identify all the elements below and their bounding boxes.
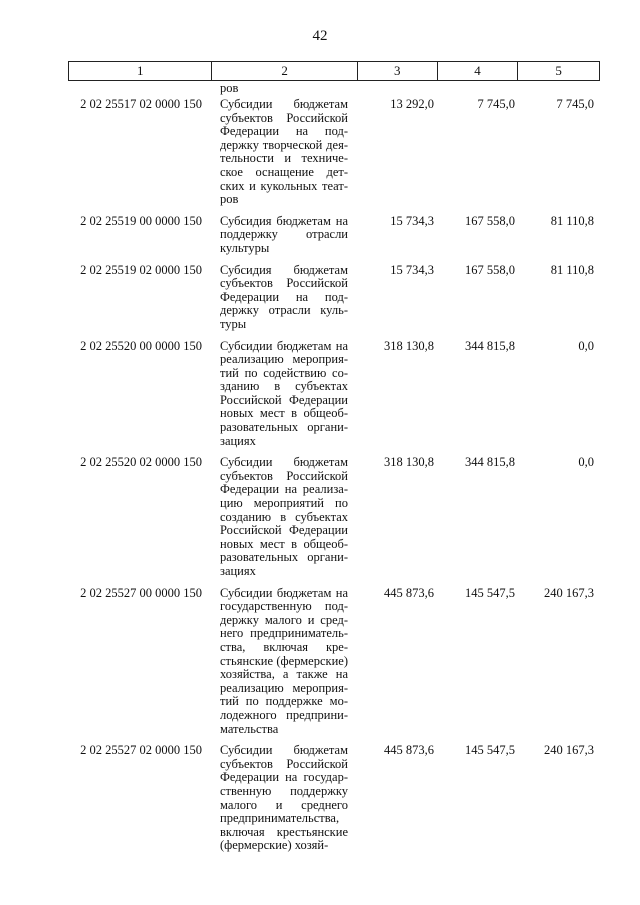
row-name-line: цию мероприятий по <box>220 496 348 511</box>
row-code: 2 02 25517 02 0000 150 <box>80 97 202 111</box>
row-name-line: ров <box>220 192 239 207</box>
header-col-3: 3 <box>358 62 438 80</box>
row-name <box>212 587 348 737</box>
row-name-line: держку отрасли куль- <box>220 303 348 318</box>
row-name-line: субъектов Российской <box>220 110 348 125</box>
row-name-line: мательства <box>220 721 279 736</box>
row-value-v2: 145 547,5 <box>465 743 515 758</box>
row-name-line: Субсидии бюджетам на <box>220 338 348 353</box>
row-name-line: стьянские (фермерские) <box>220 653 348 668</box>
row-value-v2: 344 815,8 <box>465 338 515 353</box>
row-value-v1: 318 130,8 <box>384 338 434 353</box>
row-name-line: (фермерские) хозяй- <box>220 838 329 853</box>
row-name-line: Субсидии бюджетам на <box>220 585 348 600</box>
row-name-line: Субсидия бюджетам на <box>220 213 348 228</box>
row-name <box>212 744 348 853</box>
row-value-v3: 0,0 <box>578 455 594 470</box>
row-name-line: ства, включая кре- <box>220 639 348 654</box>
row-name-line: малого и среднего <box>220 797 348 812</box>
row-name-line: Субсидии бюджетам <box>220 455 348 470</box>
row-name-line: новых мест в общеоб- <box>220 536 348 551</box>
row-value-v1: 445 873,6 <box>384 743 434 758</box>
row-name-line: Федерации на реализа- <box>220 482 348 497</box>
header-col-4: 4 <box>438 62 519 80</box>
row-name-line: предпринимательства, <box>220 811 340 826</box>
table-row <box>68 98 600 207</box>
row-name-line: тельности и техниче- <box>220 151 348 166</box>
row-name-line: него предприниматель- <box>220 626 348 641</box>
row-value-v2: 145 547,5 <box>465 585 515 600</box>
row-name-line: включая крестьянские <box>220 824 348 839</box>
row-value-v3: 240 167,3 <box>544 585 594 600</box>
row-name-line: зациях <box>220 564 256 578</box>
row-name <box>212 264 348 332</box>
row-name-line: хозяйства, а также на <box>220 667 348 682</box>
row-name-line: государственную под- <box>220 599 348 614</box>
table-row <box>68 215 600 256</box>
table-row <box>68 456 600 578</box>
row-name-line: разовательных органи- <box>220 420 348 435</box>
row-name-line: держку малого и сред- <box>220 612 348 627</box>
row-code: 2 02 25527 00 0000 150 <box>80 585 202 600</box>
row-name-line: Федерации на государ- <box>220 770 348 785</box>
row-value-v1: 318 130,8 <box>384 455 434 470</box>
row-value-v2: 344 815,8 <box>465 455 515 470</box>
row-code: 2 02 25520 02 0000 150 <box>80 455 202 470</box>
header-col-5: 5 <box>555 63 562 78</box>
page-number: 42 <box>312 28 328 44</box>
table-row <box>68 340 600 449</box>
row-value-v3: 81 110,8 <box>550 262 594 277</box>
row-value-v3: 7 745,0 <box>556 97 594 111</box>
row-code: 2 02 25519 02 0000 150 <box>80 262 202 277</box>
row-name <box>212 98 348 207</box>
row-name <box>212 456 348 578</box>
row-name-line: созданию в субъектах <box>220 509 348 524</box>
row-value-v3: 240 167,3 <box>544 743 594 758</box>
row-name <box>212 340 348 449</box>
row-name-line: Субсидии бюджетам <box>220 97 348 111</box>
row-name-line: субъектов Российской <box>220 276 348 291</box>
row-name-line: Федерации на под- <box>220 124 348 139</box>
row-name-line: ственную поддержку <box>220 783 348 798</box>
row-code: 2 02 25527 02 0000 150 <box>80 743 202 758</box>
row-name-line: реализацию мероприя- <box>220 352 348 367</box>
carryover-text: ров <box>220 81 239 95</box>
row-name-line: новых мест в общеоб- <box>220 406 348 421</box>
row-value-v1: 15 734,3 <box>390 262 434 277</box>
row-name-line: лодежного предприни- <box>220 707 348 722</box>
row-name-line: туры <box>220 316 247 331</box>
row-name-line: ских и кукольных теат- <box>220 178 348 193</box>
row-name-line: субъектов Российской <box>220 468 348 483</box>
table-header <box>68 61 600 81</box>
row-name-line: поддержку отрасли <box>220 227 348 242</box>
row-value-v1: 15 734,3 <box>390 213 434 228</box>
row-name-line: зданию в субъектах <box>220 379 348 394</box>
row-value-v2: 167 558,0 <box>465 213 515 228</box>
row-code: 2 02 25520 00 0000 150 <box>80 338 202 353</box>
row-name-line: Федерации на под- <box>220 289 348 304</box>
row-value-v2: 167 558,0 <box>465 262 515 277</box>
row-name-line: культуры <box>220 240 270 255</box>
row-value-v1: 13 292,0 <box>390 97 434 111</box>
row-name-line: разовательных органи- <box>220 550 348 565</box>
row-name-line: тий по содействию со- <box>220 365 348 380</box>
row-name-line: Субсидия бюджетам <box>220 262 348 277</box>
row-name-line: зациях <box>220 433 256 448</box>
row-name-line: держку творческой дея- <box>220 137 348 152</box>
table-row <box>68 744 600 853</box>
row-name <box>212 215 348 256</box>
row-value-v1: 445 873,6 <box>384 585 434 600</box>
row-value-v2: 7 745,0 <box>477 97 515 111</box>
row-name-line: Субсидии бюджетам <box>220 743 348 758</box>
table-body <box>68 98 600 861</box>
row-name-line: Российской Федерации <box>220 392 348 407</box>
header-col-1: 1 <box>69 62 212 80</box>
row-name-line: тий по поддержке мо- <box>220 694 348 709</box>
row-name-line: субъектов Российской <box>220 756 348 771</box>
row-name-line: реализацию мероприя- <box>220 680 348 695</box>
row-value-v3: 81 110,8 <box>550 213 594 228</box>
row-value-v3: 0,0 <box>578 338 594 353</box>
row-code: 2 02 25519 00 0000 150 <box>80 213 202 228</box>
header-col-2: 2 <box>212 62 357 80</box>
row-name-line: Российской Федерации <box>220 523 348 538</box>
table-row <box>68 264 600 332</box>
table-row <box>68 587 600 737</box>
row-name-line: ское оснащение дет- <box>220 164 348 179</box>
